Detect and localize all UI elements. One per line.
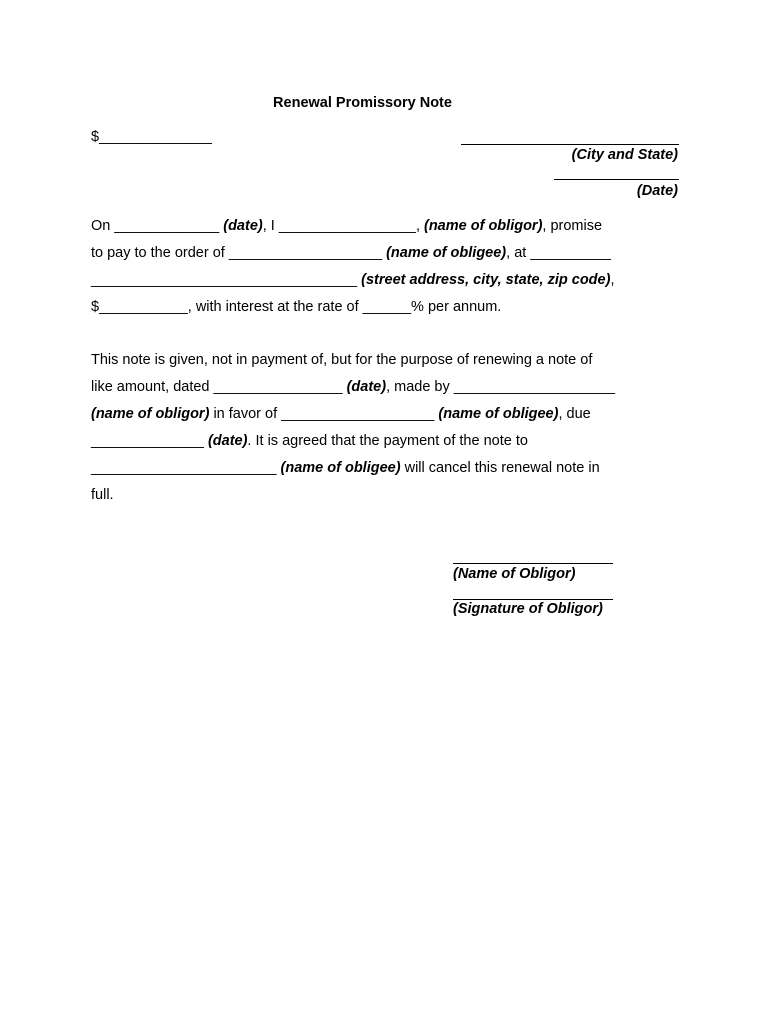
date-line	[554, 179, 679, 180]
text: _________________________________	[91, 272, 362, 288]
text: to pay to the order of ___________________	[91, 245, 387, 261]
obligor-name-line	[453, 563, 613, 564]
text: will cancel this renewal note in	[400, 460, 600, 476]
obligee-field-label: (name of obligee)	[280, 460, 401, 476]
para1-line4	[91, 299, 501, 316]
para1-line3	[91, 272, 614, 289]
city-state-label: (City and State)	[571, 147, 678, 163]
text: _______________________	[91, 460, 281, 476]
obligor-name-label: (Name of Obligor)	[453, 566, 576, 582]
text: ,	[610, 272, 615, 288]
text: This note is given, not in payment of, but for the purpose of renewing a note of	[91, 352, 593, 368]
text: . It is agreed that the payment of the note to	[247, 433, 528, 449]
para1-line1	[91, 218, 602, 235]
text: in favor of ___________________	[209, 406, 439, 422]
document-title: Renewal Promissory Note	[273, 95, 452, 111]
date-field-label: (date)	[346, 379, 387, 395]
text: like amount, dated ________________	[91, 379, 347, 395]
address-field-label: (street address, city, state, zip code)	[361, 272, 611, 288]
obligor-field-label: (name of obligor)	[91, 406, 210, 422]
para2-line2	[91, 379, 615, 396]
obligee-field-label: (name of obligee)	[438, 406, 559, 422]
date-field-label: (date)	[223, 218, 263, 234]
para2-line6	[91, 487, 114, 504]
para2-line5	[91, 460, 600, 477]
para2-line1	[91, 352, 592, 369]
text: , made by ____________________	[386, 379, 616, 395]
text: , promise	[542, 218, 603, 234]
date-field-label: (date)	[207, 433, 248, 449]
text: , due	[558, 406, 591, 422]
city-state-line	[461, 144, 679, 145]
text: full.	[91, 487, 114, 503]
text: On _____________	[91, 218, 224, 234]
para1-line2	[91, 245, 611, 262]
obligee-field-label: (name of obligee)	[386, 245, 507, 261]
text: ______________	[91, 433, 208, 449]
para2-line3	[91, 406, 591, 423]
obligor-field-label: (name of obligor)	[424, 218, 543, 234]
para2-line4	[91, 433, 528, 450]
date-label: (Date)	[636, 183, 678, 199]
text: , at __________	[506, 245, 611, 261]
text: , I _________________,	[262, 218, 424, 234]
text: $___________, with interest at the rate of ______% per annum.	[91, 299, 502, 315]
obligor-signature-label: (Signature of Obligor)	[453, 601, 603, 617]
obligor-signature-line	[453, 599, 613, 600]
amount-blank: $______________	[91, 129, 212, 145]
